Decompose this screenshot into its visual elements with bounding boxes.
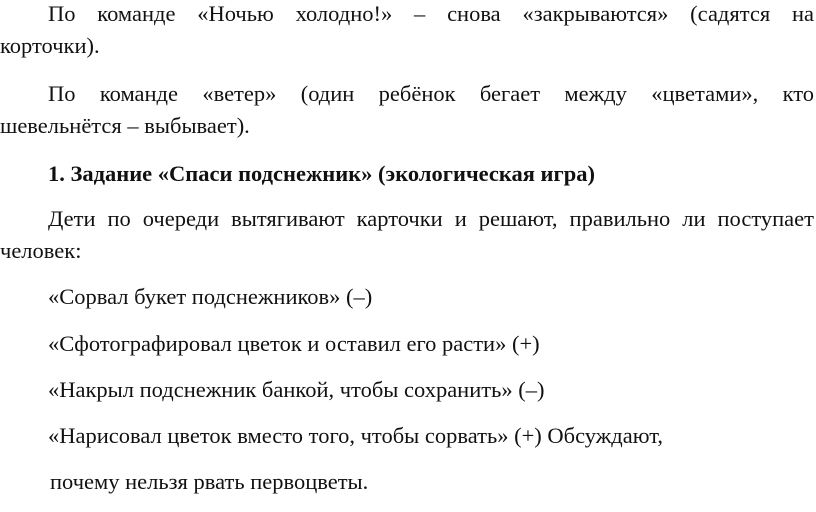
closing-line: почему нельзя рвать первоцветы. <box>50 469 369 494</box>
paragraph-3-line-2: человек: <box>0 238 82 263</box>
card-item-1: «Сорвал букет подснежников» (–) <box>48 284 373 309</box>
paragraph-2-line-2: шевельнётся – выбывает). <box>0 113 250 138</box>
card-item-3: «Накрыл подснежник банкой, чтобы сохранить» (–) <box>48 377 545 402</box>
paragraph-3-line-1: Дети по очереди вытягивают карточки и решают, правильно ли поступает <box>48 206 814 231</box>
card-item-2: «Сфотографировал цветок и оставил его расти» (+) <box>48 331 540 356</box>
section-heading: 1. Задание «Спаси подснежник» (экологическая игра) <box>48 161 595 186</box>
card-item-4: «Нарисовал цветок вместо того, чтобы сорвать» (+) Обсуждают, <box>48 423 663 448</box>
paragraph-1-line-1: По команде «Ночью холодно!» – снова «закрываются» (садятся на <box>48 1 814 26</box>
paragraph-2-line-1: По команде «ветер» (один ребёнок бегает между «цветами», кто <box>48 81 814 106</box>
paragraph-1-line-2: корточки). <box>0 33 100 58</box>
